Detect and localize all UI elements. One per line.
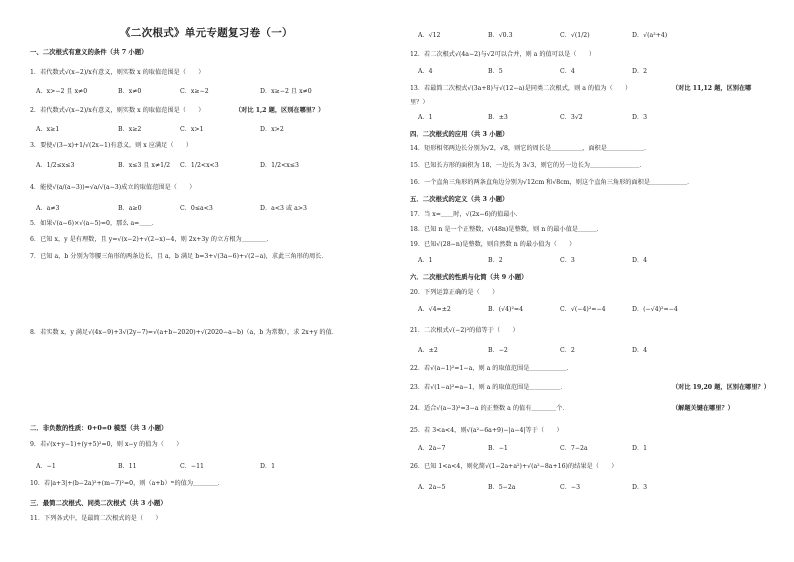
option-d: D．(−√4)²=−4 <box>632 306 678 313</box>
option-c: C．1/2<x<3 <box>180 162 219 169</box>
option-b: B．5−2a <box>488 484 516 491</box>
question-text: 14．矩形相邻两边长分别为√2，√8，则它的周长是＿＿＿＿＿，面积是＿＿＿＿＿＿． <box>410 145 651 152</box>
question-text: 11．下列各式中，是最简二次根式的是（ ） <box>30 515 162 522</box>
option-a: A．1 <box>418 257 433 264</box>
option-b: B．±3 <box>488 114 508 121</box>
question-text: 10．若|a+3|+(b−2a)²+(m−7)²=0，则（a+b）ᵐ的值为＿＿＿＿． <box>30 480 224 487</box>
option-a: A．±2 <box>418 347 438 354</box>
question-text: 24．适合√(a−3)²=3−a 的正整数 a 的值有＿＿＿＿个． <box>410 405 569 412</box>
question-text: 16．一个直角三角形的两条直角边分别为√12cm 和√8cm，则这个直角三角形的面积是＿＿＿＿＿＿． <box>410 179 694 186</box>
option-d: D．4 <box>632 257 648 264</box>
option-d: D．1 <box>260 463 276 470</box>
question-text: 13．若最简二次根式√(3a+8)与√(12−a)是同类二次根式，则 a 的值为（ ） <box>410 85 632 92</box>
option-a: A．1 <box>418 114 433 121</box>
section-heading: 五．二次根式的定义（共 3 小题） <box>410 195 509 203</box>
question-text: 25．若 3<a<4，则√(a²−6a+9)−|a−4|等于（ ） <box>410 427 563 434</box>
option-d: D．x>2 <box>260 126 284 133</box>
option-d: D．1 <box>632 445 648 452</box>
section-heading: 一、二次根式有意义的条件（共 7 小题） <box>30 48 148 56</box>
option-c: C．√(−4)²=−4 <box>560 306 606 313</box>
option-a: A．1/2≤x≤3 <box>36 162 75 169</box>
comparison-note: （解题关键在哪里？） <box>672 405 734 412</box>
question-text: 23．若√(1−a)²=a−1，则 a 的取值范围是＿＿＿＿＿． <box>410 384 567 391</box>
option-b: B．a≥0 <box>118 205 142 212</box>
option-b: B．2 <box>488 257 503 264</box>
option-b: B．x≤3 且 x≠1/2 <box>118 162 171 169</box>
section-heading: 二．非负数的性质：0+0=0 模型（共 3 小题） <box>30 424 168 432</box>
option-a: A．√12 <box>418 32 441 39</box>
question-text: 4．能使√(a/(a−3))=√a/√(a−3)成立的取值范围是（ ） <box>30 184 196 191</box>
comparison-note: （对比 11,12 题，区别在哪 <box>672 85 752 92</box>
question-text: 20．下列运算正确的是（ ） <box>410 289 499 296</box>
option-b: B．x≥2 <box>118 126 142 133</box>
question-text: 26．已知 1<a<4，则化简√(1−2a+a²)+√(a²−8a+16)的结果是（ ） <box>410 463 618 470</box>
option-c: C．2 <box>560 347 575 354</box>
option-a: A．x≥1 <box>36 126 60 133</box>
question-text: 1．若代数式√(x−2)/x有意义，则实数 x 的取值范围是（ ） <box>30 69 205 76</box>
option-a: A．x>−2 且 x≠0 <box>36 88 88 95</box>
question-text: 6．已知 x，y 是有理数，且 y=√(x−2)+√(2−x)−4，则 2x+3y 的立方根为＿＿＿＿． <box>30 236 273 243</box>
question-text: 5．如果√(a−6)×√(a−5)=0，那么 a=＿＿． <box>30 220 158 227</box>
page-title: 《二次根式》单元专题复习卷（一） <box>120 27 293 39</box>
option-d: D．3 <box>632 484 648 491</box>
question-text: 里？） <box>410 99 429 106</box>
section-heading: 三．最简二次根式、同类二次根式（共 3 小题） <box>30 499 167 507</box>
question-text: 9．若√(x+y−1)+(y+5)²=0，则 x−y 的值为（ ） <box>30 441 183 448</box>
option-a: A．a≠3 <box>36 205 60 212</box>
question-text: 21．二次根式√(−2)²的值等于（ ） <box>410 327 519 334</box>
question-text: 3．要使√(3−x)+1/√(2x−1)有意义，则 x 应满足（ ） <box>30 142 193 149</box>
question-text: 18．已知 n 是一个正整数，√(48n)是整数，则 n 的最小值是＿＿＿． <box>410 226 603 233</box>
option-d: D．√(a²+4) <box>632 32 668 39</box>
section-heading: 四．二次根式的应用（共 3 小题） <box>410 130 509 138</box>
option-d: D．1/2<x≤3 <box>260 162 299 169</box>
option-b: B．√0.3 <box>488 32 513 39</box>
comparison-note: （对比 19,20 题，区别在哪里？） <box>672 384 770 391</box>
option-d: D．2 <box>632 68 648 75</box>
question-text: 19．已知√(28−n)是整数，则自然数 n 的最小值为（ ） <box>410 241 576 248</box>
option-d: D．a<3 或 a>3 <box>260 205 307 212</box>
option-b: B．−1 <box>488 445 508 452</box>
question-text: 22．若√(a−1)²=1−a，则 a 的取值范围是＿＿＿＿＿＿． <box>410 365 573 372</box>
option-d: D．3 <box>632 114 648 121</box>
option-b: B．x≠0 <box>118 88 142 95</box>
option-a: A．−1 <box>36 463 56 470</box>
option-c: C．x>1 <box>180 126 204 133</box>
option-b: B．5 <box>488 68 503 75</box>
option-c: C．3√2 <box>560 114 583 121</box>
option-a: A．2a−5 <box>418 484 446 491</box>
option-b: B．11 <box>118 463 137 470</box>
option-c: C．0≤a<3 <box>180 205 213 212</box>
question-text: 7．已知 a，b 分别为等腰三角形的两条边长，且 a，b 满足 b=3+√(3a−6)+√(2−a)，求此三角形的周长． <box>30 253 328 260</box>
option-c: C．√(1/2) <box>560 32 590 39</box>
question-text: 15．已知长方形的面积为 18，一边长为 3√3，则它的另一边长为＿＿＿＿＿＿＿＿． <box>410 162 646 169</box>
option-d: D．4 <box>632 347 648 354</box>
option-c: C．7−2a <box>560 445 588 452</box>
option-a: A．2a−7 <box>418 445 446 452</box>
option-a: A．4 <box>418 68 433 75</box>
option-c: C．−11 <box>180 463 204 470</box>
option-b: B．(√4)²=4 <box>488 306 524 313</box>
section-heading: 六．二次根式的性质与化简（共 9 小题） <box>410 273 528 281</box>
option-c: C．4 <box>560 68 575 75</box>
option-a: A．√4=±2 <box>418 306 451 313</box>
option-d: D．x≥−2 且 x≠0 <box>260 88 312 95</box>
option-c: C．3 <box>560 257 575 264</box>
option-c: C．x≥−2 <box>180 88 209 95</box>
question-text: 8．若实数 x，y 满足√(4x−9)+3√(2y−7)=√(a+b−2020)+√(2020−a−b)（a，b 为常数），求 2x+y 的值． <box>30 329 338 336</box>
comparison-note: （对比 1,2 题，区别在哪里？） <box>235 107 325 114</box>
question-text: 17．当 x=＿＿时，√(2x−6)的值最小． <box>410 211 522 218</box>
option-c: C．−3 <box>560 484 581 491</box>
option-b: B．−2 <box>488 347 508 354</box>
question-text: 2．若代数式√(x−2)/x有意义，则实数 x 的取值范围是（ ） <box>30 107 205 114</box>
question-text: 12．若二次根式√(4a−2)与√2可以合并，则 a 的值可以是（ ） <box>410 51 596 58</box>
